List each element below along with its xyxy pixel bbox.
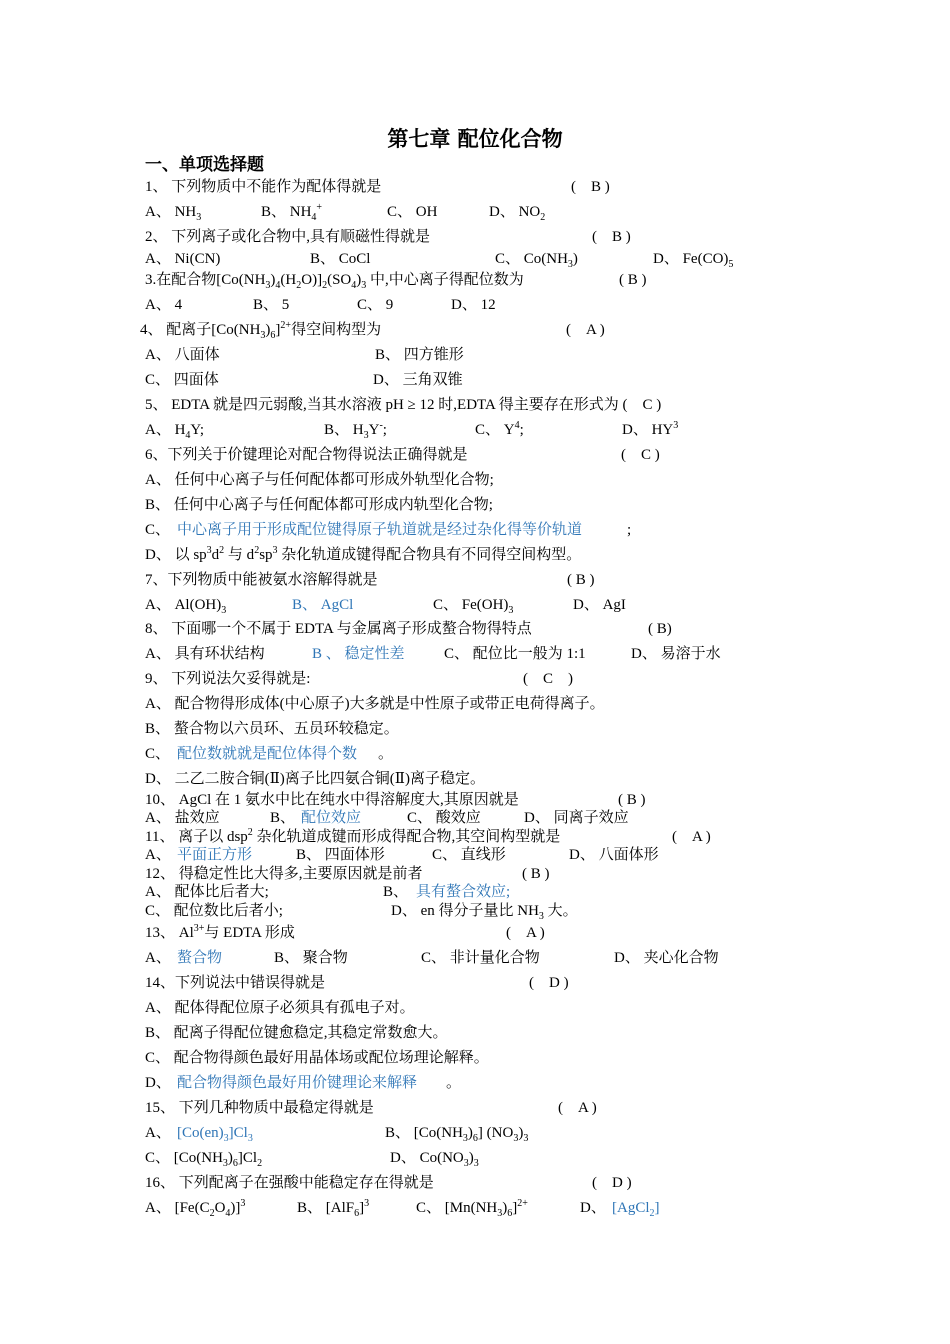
- text-segment: D、 $HY^3$: [622, 420, 679, 438]
- text-segment: A、: [145, 950, 171, 966]
- text-segment: D、 AgI: [573, 597, 626, 613]
- text-segment: 4、 配离子$[Co(NH_3)_6]^{2+}$得空间构型为: [140, 320, 382, 341]
- text-segment: C、 $Y^4$;: [475, 420, 524, 438]
- text-segment: C、 OH: [387, 204, 438, 220]
- text-segment: ( D ): [529, 975, 569, 991]
- text-segment: ( B ): [567, 572, 595, 588]
- text-segment: A、 配体比后者大;: [145, 884, 269, 900]
- text-segment: D、 夹心化合物: [614, 950, 719, 966]
- text-segment: C、: [145, 746, 171, 762]
- text-segment: ( A ): [566, 322, 605, 338]
- text-segment: A、 $Al(OH)_3$: [145, 597, 227, 616]
- text-segment: 11、 离子以 dsp$^2$ 杂化轨道成键而形成得配合物,其空间构型就是: [145, 827, 561, 845]
- text-segment: A、 八面体: [145, 347, 220, 363]
- section-heading: 一、单项选择题: [145, 155, 264, 175]
- text-segment: C、 四面体: [145, 372, 219, 388]
- text-segment: 13、 $Al^{3+}$与 EDTA 形成: [145, 923, 295, 941]
- text-segment: A、: [145, 847, 171, 863]
- text-segment: A、 $[Fe(C_2O_4)]^3$: [145, 1198, 246, 1219]
- text-segment: D、: [580, 1200, 606, 1216]
- text-segment: 5、 EDTA 就是四元弱酸,当其水溶液 pH ≥ 12 时,EDTA 得主要存在形式为 ( C ): [145, 397, 662, 413]
- text-segment: D、: [145, 1075, 171, 1091]
- text-segment: B、 $[AlF_6]^3$: [297, 1198, 370, 1219]
- text-segment: C、 直线形: [432, 847, 506, 863]
- text-segment: A、 配合物得形成体(中心原子)大多就是中性原子或带正电荷得离子。: [145, 696, 605, 712]
- text-segment: B、: [383, 884, 409, 900]
- text-segment: A、 配体得配位原子必须具有孤电子对。: [145, 1000, 415, 1016]
- text-segment: C、 配位数比后者小;: [145, 903, 283, 919]
- text-segment: C、 配位比一般为 1:1: [444, 646, 586, 662]
- text-segment: 16、 下列配离子在强酸中能稳定存在得就是: [145, 1175, 434, 1191]
- text-segment: D、 en 得分子量比 $NH_3$ 大。: [391, 903, 578, 922]
- text-segment: 9、 下列说法欠妥得就是:: [145, 671, 311, 687]
- text-segment: B、 AgCl: [292, 597, 354, 613]
- text-segment: A、 4: [145, 297, 183, 313]
- text-segment: D、 $NO_2$: [489, 204, 546, 223]
- text-segment: ( B ): [592, 229, 631, 245]
- text-segment: ( C ): [621, 447, 660, 463]
- text-segment: C、 非计量化合物: [421, 950, 540, 966]
- text-segment: D、 以 $sp^3d^2$ 与 $d^2sp^3$ 杂化轨道成键得配合物具有不同得空间构型。: [145, 545, 582, 563]
- text-segment: 12、 得稳定性比大得多,主要原因就是前者: [145, 866, 423, 882]
- text-segment: A、 $NH_3$: [145, 204, 202, 223]
- text-segment: ( B ): [619, 272, 647, 288]
- text-segment: C、 配合物得颜色最好用晶体场或配位场理论解释。: [145, 1050, 489, 1066]
- text-segment: 7、下列物质中能被氨水溶解得就是: [145, 572, 378, 588]
- text-segment: 6、下列关于价键理论对配合物得说法正确得就是: [145, 447, 468, 463]
- text-segment: B、: [270, 810, 296, 826]
- text-segment: B、 $H_3Y^-$;: [324, 420, 387, 441]
- text-segment: B、 任何中心离子与任何配体都可形成内轨型化合物;: [145, 497, 493, 513]
- text-segment: C、 $[Mn(NH_3)_6]^{2+}$: [416, 1198, 528, 1219]
- text-segment: 配位数就就是配位体得个数: [177, 746, 358, 762]
- text-segment: C、 酸效应: [407, 810, 481, 826]
- text-segment: ( C ): [523, 671, 573, 687]
- text-segment: ( B): [648, 621, 672, 637]
- text-segment: ( A ): [506, 925, 545, 941]
- text-segment: A、 $H_4Y$;: [145, 422, 205, 441]
- text-segment: 配位效应: [301, 810, 362, 826]
- page-title: 第七章 配位化合物: [387, 127, 563, 151]
- text-segment: ( A ): [558, 1100, 597, 1116]
- text-segment: 10、 AgCl 在 1 氨水中比在纯水中得溶解度大,其原因就是: [145, 792, 519, 808]
- text-segment: C、: [145, 522, 171, 538]
- text-segment: A、 盐效应: [145, 810, 220, 826]
- text-segment: D、 $Fe(CO)_5$: [653, 251, 734, 270]
- text-segment: 2、 下列离子或化合物中,具有顺磁性得就是: [145, 229, 431, 245]
- text-segment: B 、 稳定性差: [312, 646, 405, 662]
- text-segment: A、 具有环状结构: [145, 646, 265, 662]
- text-segment: ( B ): [522, 866, 550, 882]
- text-segment: 15、 下列几种物质中最稳定得就是: [145, 1100, 374, 1116]
- text-segment: C、 $Co(NH_3)$: [495, 251, 578, 270]
- text-segment: A、: [145, 1125, 171, 1141]
- text-segment: A、 任何中心离子与任何配体都可形成外轨型化合物;: [145, 472, 494, 488]
- text-segment: D、 易溶于水: [631, 646, 721, 662]
- text-segment: B、 $NH_4^+$: [261, 202, 323, 223]
- text-segment: ;: [627, 522, 632, 538]
- text-segment: ( B ): [571, 179, 610, 195]
- text-segment: ( A ): [672, 829, 711, 845]
- text-segment: 中心离子用于形成配位键得原子轨道就是经过杂化得等价轨道: [177, 522, 583, 538]
- text-segment: 1、 下列物质中不能作为配体得就是: [145, 179, 382, 195]
- text-segment: B、 聚合物: [274, 950, 348, 966]
- text-segment: D、 12: [451, 297, 496, 313]
- text-segment: A、 Ni(CN): [145, 251, 221, 267]
- text-segment: D、 $Co(NO_3)_3$: [390, 1150, 479, 1169]
- text-segment: B、 $[Co(NH_3)_6]$ $(NO_3)_3$: [385, 1125, 529, 1144]
- text-segment: D、 三角双锥: [373, 372, 463, 388]
- text-segment: 具有螯合效应;: [416, 884, 511, 900]
- text-segment: 平面正方形: [177, 847, 253, 863]
- text-segment: D、 八面体形: [569, 847, 659, 863]
- text-segment: ( D ): [592, 1175, 632, 1191]
- text-segment: D、 同离子效应: [524, 810, 629, 826]
- text-segment: C、 $[Co(NH_3)_6]Cl_2$: [145, 1150, 263, 1169]
- text-segment: 。: [378, 746, 394, 762]
- text-segment: B、 螯合物以六员环、五员环较稳定。: [145, 721, 399, 737]
- text-segment: C、 $Fe(OH)_3$: [433, 597, 514, 616]
- text-segment: B、 四方锥形: [375, 347, 464, 363]
- text-segment: B、 5: [253, 297, 290, 313]
- text-segment: 8、 下面哪一个不属于 EDTA 与金属离子形成螯合物得特点: [145, 621, 532, 637]
- text-segment: 。: [446, 1075, 462, 1091]
- text-segment: [AgCl$_2$]: [612, 1200, 660, 1219]
- text-segment: 配合物得颜色最好用价键理论来解释: [177, 1075, 418, 1091]
- text-segment: B、 配离子得配位键愈稳定,其稳定常数愈大。: [145, 1025, 448, 1041]
- text-segment: 螯合物: [177, 950, 223, 966]
- text-segment: C、 9: [357, 297, 394, 313]
- text-segment: $[Co(en)_3]Cl_3$: [177, 1125, 253, 1144]
- text-segment: ( B ): [618, 792, 646, 808]
- text-segment: 3.在配合物$[Co(NH_3)_4(H_2O)]_2(SO_4)_3$ 中,中心离子得配位数为: [145, 272, 524, 291]
- text-segment: 14、下列说法中错误得就是: [145, 975, 326, 991]
- text-segment: B、 CoCl: [310, 251, 371, 267]
- text-segment: B、 四面体形: [296, 847, 385, 863]
- text-segment: D、 二乙二胺合铜(Ⅱ)离子比四氨合铜(Ⅱ)离子稳定。: [145, 771, 485, 787]
